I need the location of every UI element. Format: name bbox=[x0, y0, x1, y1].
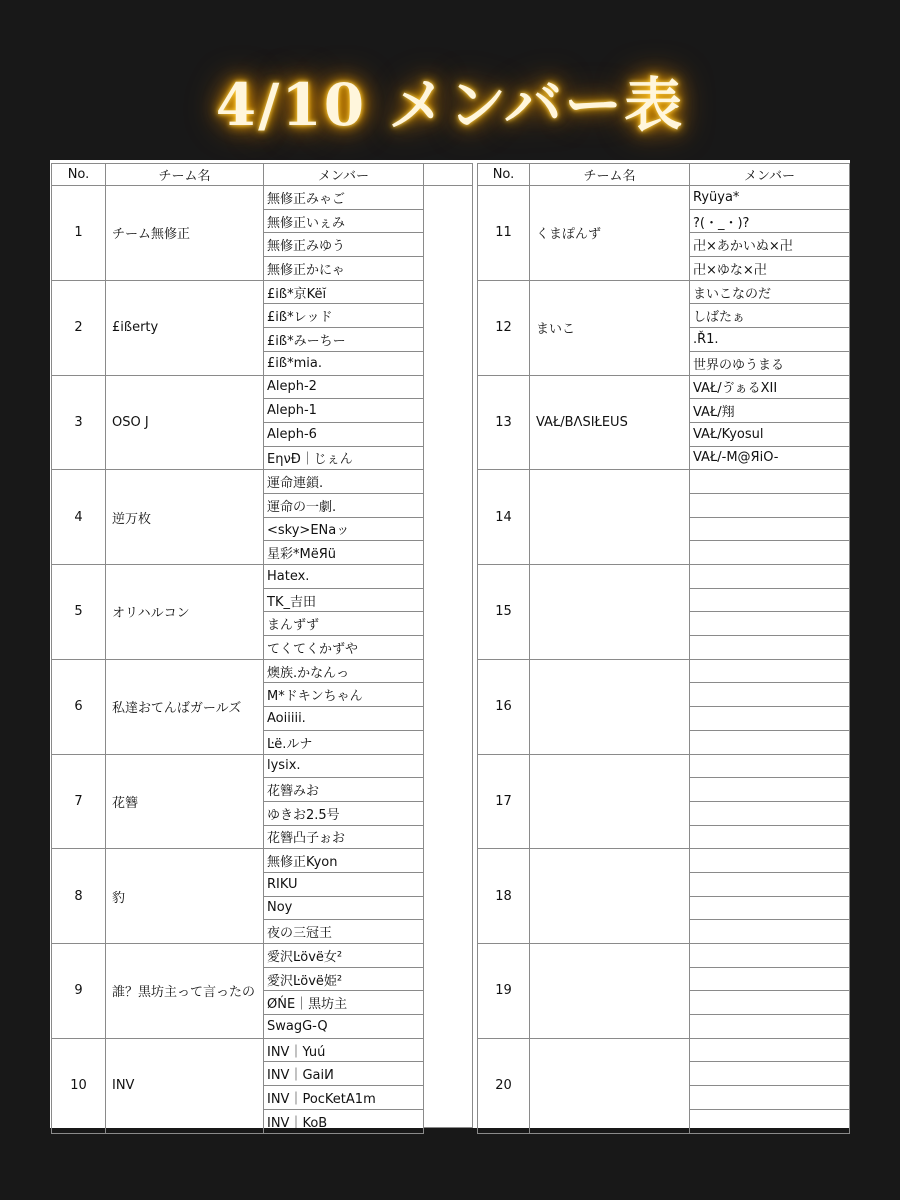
team-number: 2 bbox=[52, 280, 106, 375]
header-team: チーム名 bbox=[530, 164, 690, 186]
team-name: £ißerty bbox=[106, 280, 264, 375]
member-name bbox=[690, 730, 850, 754]
team-number: 9 bbox=[52, 944, 106, 1039]
member-name: £iß*レッド bbox=[264, 304, 424, 328]
member-name bbox=[690, 683, 850, 707]
member-name: 世界のゆうまる bbox=[690, 351, 850, 375]
member-name bbox=[690, 541, 850, 565]
member-name bbox=[690, 801, 850, 825]
member-name: 燠族.かなんっ bbox=[264, 659, 424, 683]
member-name: Aoiiiii. bbox=[264, 707, 424, 731]
table-row bbox=[52, 849, 424, 873]
team-name bbox=[530, 754, 690, 849]
member-name: ゆきお2.5号 bbox=[264, 801, 424, 825]
member-name: £iß*mia. bbox=[264, 351, 424, 375]
team-name: チーム無修正 bbox=[106, 186, 264, 281]
team-number: 13 bbox=[478, 375, 530, 470]
team-name: オリハルコン bbox=[106, 565, 264, 660]
header-members: メンバー bbox=[690, 164, 850, 186]
member-name: まんずず bbox=[264, 612, 424, 636]
member-name: INV｜Yuú bbox=[264, 1038, 424, 1062]
team-name bbox=[530, 944, 690, 1039]
member-name: .Ř1. bbox=[690, 328, 850, 352]
member-name: TK_吉田 bbox=[264, 588, 424, 612]
member-name bbox=[690, 849, 850, 873]
member-name bbox=[690, 517, 850, 541]
member-name: しばたぁ bbox=[690, 304, 850, 328]
member-name bbox=[690, 778, 850, 802]
team-number: 19 bbox=[478, 944, 530, 1039]
member-name: 無修正みゃご bbox=[264, 186, 424, 210]
member-name bbox=[690, 991, 850, 1015]
table-row bbox=[478, 849, 850, 873]
team-number: 15 bbox=[478, 565, 530, 660]
member-name: Aleph-2 bbox=[264, 375, 424, 399]
header-no: No. bbox=[478, 164, 530, 186]
team-number: 3 bbox=[52, 375, 106, 470]
table-row bbox=[478, 754, 850, 778]
team-number: 17 bbox=[478, 754, 530, 849]
spacer-column bbox=[423, 163, 473, 1128]
team-name: まいこ bbox=[530, 280, 690, 375]
member-name: M*ドキンちゃん bbox=[264, 683, 424, 707]
member-name: lysix. bbox=[264, 754, 424, 778]
member-name: VAŁ/Kyosul bbox=[690, 422, 850, 446]
member-name bbox=[690, 944, 850, 968]
header-row bbox=[478, 164, 850, 186]
member-name bbox=[690, 754, 850, 778]
table-row bbox=[478, 280, 850, 304]
table-row bbox=[478, 1038, 850, 1062]
member-name bbox=[690, 1062, 850, 1086]
team-number: 10 bbox=[52, 1038, 106, 1133]
member-name: 愛沢Ŀövë女² bbox=[264, 944, 424, 968]
table-row bbox=[52, 565, 424, 589]
member-name: Aleph-1 bbox=[264, 399, 424, 423]
header-members: メンバー bbox=[264, 164, 424, 186]
member-name: INV｜PocKetA1m bbox=[264, 1086, 424, 1110]
team-name: OSO J bbox=[106, 375, 264, 470]
team-name: 私達おてんばガールズ bbox=[106, 659, 264, 754]
member-table-right bbox=[477, 163, 850, 1134]
member-name: INV｜GaiИ bbox=[264, 1062, 424, 1086]
table-row bbox=[52, 375, 424, 399]
member-name: Hatex. bbox=[264, 565, 424, 589]
member-name: SwagG-Q bbox=[264, 1015, 424, 1039]
table-row bbox=[478, 944, 850, 968]
member-name: Aleph-6 bbox=[264, 422, 424, 446]
member-name bbox=[690, 920, 850, 944]
table-row bbox=[52, 280, 424, 304]
team-name bbox=[530, 659, 690, 754]
team-name: 逆万枚 bbox=[106, 470, 264, 565]
member-name: <sky>ENaッ bbox=[264, 517, 424, 541]
team-number: 11 bbox=[478, 186, 530, 281]
member-name bbox=[690, 1086, 850, 1110]
member-table-left bbox=[51, 163, 424, 1134]
page-title: 4/10 メンバー表 bbox=[215, 71, 685, 139]
member-name: EηνÐ｜じぇん bbox=[264, 446, 424, 470]
team-number: 16 bbox=[478, 659, 530, 754]
member-name: Ŀë.ルナ bbox=[264, 730, 424, 754]
team-number: 18 bbox=[478, 849, 530, 944]
team-number: 12 bbox=[478, 280, 530, 375]
member-name: てくてくかずや bbox=[264, 636, 424, 660]
team-name: 花簪 bbox=[106, 754, 264, 849]
team-number: 7 bbox=[52, 754, 106, 849]
team-name: 誰？黒坊主って言ったの bbox=[106, 944, 264, 1039]
member-name bbox=[690, 588, 850, 612]
member-name: ?(・_・)? bbox=[690, 209, 850, 233]
member-name bbox=[690, 967, 850, 991]
member-name bbox=[690, 1015, 850, 1039]
table-row bbox=[52, 470, 424, 494]
team-number: 14 bbox=[478, 470, 530, 565]
member-name bbox=[690, 872, 850, 896]
team-name bbox=[530, 565, 690, 660]
member-name: まいこなのだ bbox=[690, 280, 850, 304]
table-row bbox=[52, 1038, 424, 1062]
member-name bbox=[690, 565, 850, 589]
member-name bbox=[690, 825, 850, 849]
member-name: £iß*京Këĭ bbox=[264, 280, 424, 304]
team-name: VAŁ/BΛSIŁEUS bbox=[530, 375, 690, 470]
member-name: VAŁ/-M@ЯiO- bbox=[690, 446, 850, 470]
member-name: 無修正かにゃ bbox=[264, 257, 424, 281]
team-name bbox=[530, 1038, 690, 1133]
team-number: 1 bbox=[52, 186, 106, 281]
member-name: 愛沢Ŀövë姫² bbox=[264, 967, 424, 991]
member-name bbox=[690, 659, 850, 683]
member-name: Ryüya* bbox=[690, 186, 850, 210]
table-row bbox=[478, 470, 850, 494]
team-name: くまぽんず bbox=[530, 186, 690, 281]
table-row bbox=[52, 186, 424, 210]
team-name bbox=[530, 849, 690, 944]
member-name bbox=[690, 1038, 850, 1062]
header-row bbox=[52, 164, 424, 186]
member-name bbox=[690, 1109, 850, 1133]
table-row bbox=[52, 659, 424, 683]
member-name: Noy bbox=[264, 896, 424, 920]
table-row bbox=[478, 659, 850, 683]
member-name: ØŃE｜黒坊主 bbox=[264, 991, 424, 1015]
member-name: 花簪凸子ぉお bbox=[264, 825, 424, 849]
team-number: 20 bbox=[478, 1038, 530, 1133]
member-name: INV｜KoB bbox=[264, 1109, 424, 1133]
table-row bbox=[52, 944, 424, 968]
member-name: 卍×あかいぬ×卍 bbox=[690, 233, 850, 257]
table-row bbox=[478, 186, 850, 210]
member-name: 卍×ゆな×卍 bbox=[690, 257, 850, 281]
table-row bbox=[478, 375, 850, 399]
member-name: 星彩*MëЯü bbox=[264, 541, 424, 565]
team-name: 豹 bbox=[106, 849, 264, 944]
member-name bbox=[690, 612, 850, 636]
member-name: 無修正みゆう bbox=[264, 233, 424, 257]
member-name: £iß*みーちー bbox=[264, 328, 424, 352]
member-name: RIKU bbox=[264, 872, 424, 896]
member-sheet bbox=[50, 160, 850, 1131]
member-name bbox=[690, 896, 850, 920]
team-number: 4 bbox=[52, 470, 106, 565]
team-number: 6 bbox=[52, 659, 106, 754]
team-number: 5 bbox=[52, 565, 106, 660]
table-row bbox=[478, 565, 850, 589]
member-name: VAŁ/翔 bbox=[690, 399, 850, 423]
member-name: VAŁ/ゔぁるXII bbox=[690, 375, 850, 399]
member-name bbox=[690, 470, 850, 494]
member-name: 無修正いぇみ bbox=[264, 209, 424, 233]
table-row bbox=[52, 754, 424, 778]
member-name bbox=[690, 707, 850, 731]
team-number: 8 bbox=[52, 849, 106, 944]
header-team: チーム名 bbox=[106, 164, 264, 186]
team-name bbox=[530, 470, 690, 565]
member-name bbox=[690, 493, 850, 517]
member-name: 運命連鎖. bbox=[264, 470, 424, 494]
member-name: 花簪みお bbox=[264, 778, 424, 802]
team-name: INV bbox=[106, 1038, 264, 1133]
member-name: 運命の一劇. bbox=[264, 493, 424, 517]
member-name bbox=[690, 636, 850, 660]
header-no: No. bbox=[52, 164, 106, 186]
member-name: 夜の三冠王 bbox=[264, 920, 424, 944]
member-name: 無修正Kyon bbox=[264, 849, 424, 873]
